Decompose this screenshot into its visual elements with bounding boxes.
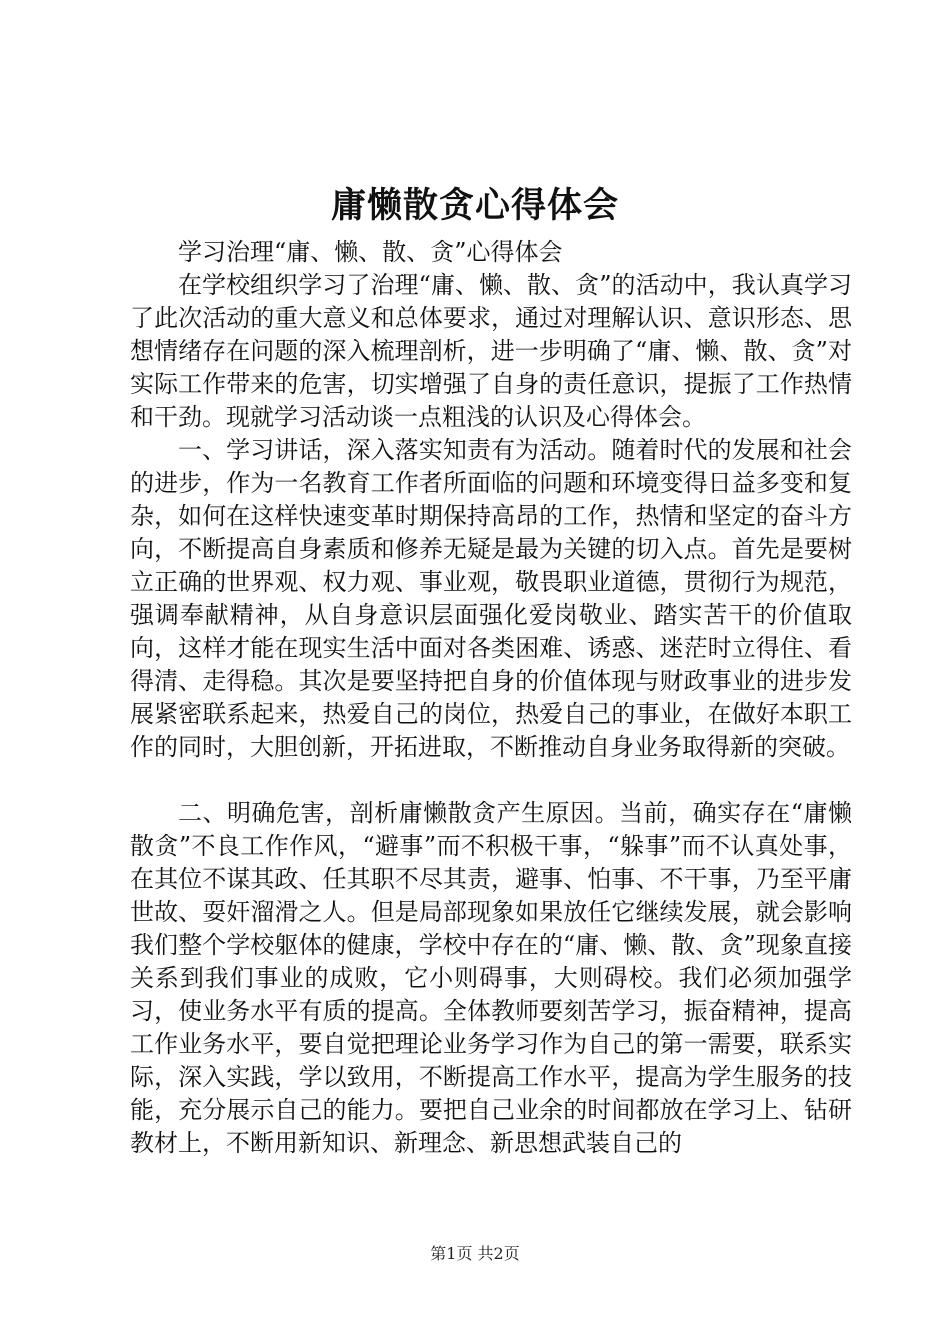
document-subtitle: 学习治理“庸、懒、散、贪”心得体会 xyxy=(178,238,563,266)
document-body xyxy=(130,236,852,1160)
paragraph-section-one: 一、学习讲话，深入落实知责有为活动。随着时代的发展和社会的进步，作为一名教育工作者所面临的问题和环境变得日益多变和复杂，如何在这样快速变革时期保持高昂的工作，热情和坚定的奋斗方向，不断提高自身素质和修养无疑是最为关键的切入点。首先是要树立正确的世界观、权力观、事业观，敬畏职业道德，贯彻行为规范，强调奉献精神，从自身意识层面强化爱岗敬业、踏实苦干的价值取向，这样才能在现实生活中面对各类困难、诱惑、迷茫时立得住、看得清、走得稳。其次是要坚持把自身的价值体现与财政事业的进步发展紧密联系起来，热爱自己的岗位，热爱自己的事业，在做好本职工作的同时，大胆创新，开拓进取，不断推动自身业务取得新的突破。 xyxy=(130,436,852,761)
page-number-footer: 第1页 共2页 xyxy=(430,1244,520,1263)
document-title: 庸懒散贪心得体会 xyxy=(330,185,619,226)
paragraph-section-two: 二、明确危害，剖析庸懒散贪产生原因。当前，确实存在“庸懒散贪”不良工作作风，“避事”而不积极干事，“躲事”而不认真处事，在其位不谋其政、任其职不尽其责，避事、怕事、不干事，乃至平庸世故、耍奸溜滑之人。但是局部现象如果放任它继续发展，就会影响我们整个学校躯体的健康，学校中存在的“庸、懒、散、贪”现象直接关系到我们事业的成败，它小则碍事，大则碍校。我们必须加强学习，使业务水平有质的提高。全体教师要刻苦学习，振奋精神，提高工作业务水平，要自觉把理论业务学习作为自己的第一需要，联系实际，深入实践，学以致用，不断提高工作水平，提高为学生服务的技能，充分展示自己的能力。要把自己业余的时间都放在学习上、钻研教材上，不断用新知识、新理念、新思想武装自己的 xyxy=(130,799,852,1157)
paragraph-intro: 在学校组织学习了治理“庸、懒、散、贪”的活动中，我认真学习了此次活动的重大意义和总体要求，通过对理解认识、意识形态、思想情绪存在问题的深入梳理剖析，进一步明确了“庸、懒、散、贪”对实际工作带来的危害，切实增强了自身的责任意识，提振了工作热情和干劲。现就学习活动谈一点粗浅的认识及心得体会。 xyxy=(130,271,852,431)
